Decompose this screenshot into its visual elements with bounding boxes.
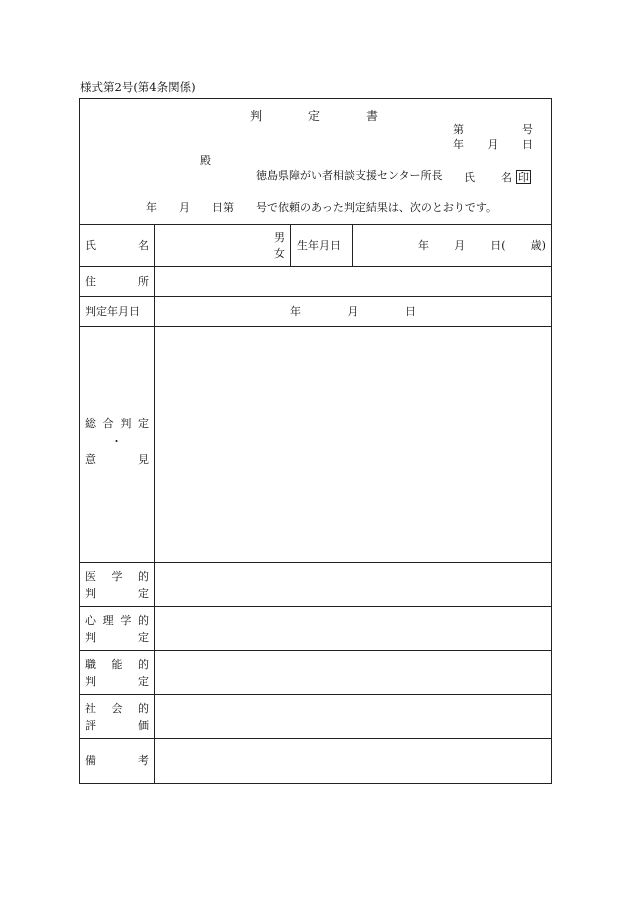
judgement-date-label: 判定年月日 <box>85 305 140 318</box>
document-title: 判 定 書 <box>250 109 378 123</box>
remarks-label: 備 考 <box>85 754 149 767</box>
row-divider <box>79 694 552 695</box>
overall-label-dot: ・ <box>111 435 122 448</box>
row-divider <box>79 562 552 563</box>
medical-judgement-label: 医 学 的 判 定 <box>85 570 149 600</box>
row-divider <box>79 296 552 297</box>
document-number-line: 第 号 <box>453 123 533 136</box>
birthdate-column-divider <box>352 224 353 266</box>
row-divider <box>79 326 552 327</box>
seal-mark: 印 <box>518 171 529 184</box>
form-number-label: 様式第2号(第4条関係) <box>80 80 196 94</box>
issuer-signature-field: 氏 名 印 <box>464 171 529 184</box>
gender-male: 男 <box>274 231 285 244</box>
name-label: 氏 名 <box>85 239 149 252</box>
judgement-date-value: 年 月 日 <box>290 305 416 318</box>
row-divider <box>79 606 552 607</box>
address-label: 住 所 <box>85 275 149 288</box>
document-date-line: 年 月 日 <box>453 138 533 151</box>
overall-judgement-label: 総 合 判 定 <box>85 417 149 430</box>
row-divider <box>79 224 552 225</box>
gender-female: 女 <box>274 247 285 260</box>
opinion-label: 意 見 <box>85 453 149 466</box>
issuer-name: 徳島県障がい者相談支援センター所長 <box>256 169 443 182</box>
row-divider <box>79 738 552 739</box>
gender-column-divider <box>290 224 291 266</box>
addressee-suffix: 殿 <box>200 154 211 167</box>
psychological-judgement-label: 心 理 学 的 判 定 <box>85 614 149 644</box>
row-divider <box>79 650 552 651</box>
vocational-judgement-label: 職 能 的 判 定 <box>85 658 149 688</box>
header-body-text: 年 月 日第 号で依頼のあった判定結果は、次のとおりです。 <box>146 201 498 214</box>
birthdate-label: 生年月日 <box>297 239 341 252</box>
row-divider <box>79 266 552 267</box>
social-evaluation-label: 社 会 的 評 価 <box>85 702 149 732</box>
label-column-divider <box>154 224 155 784</box>
birthdate-value: 年 月 日( 歳) <box>418 239 546 252</box>
